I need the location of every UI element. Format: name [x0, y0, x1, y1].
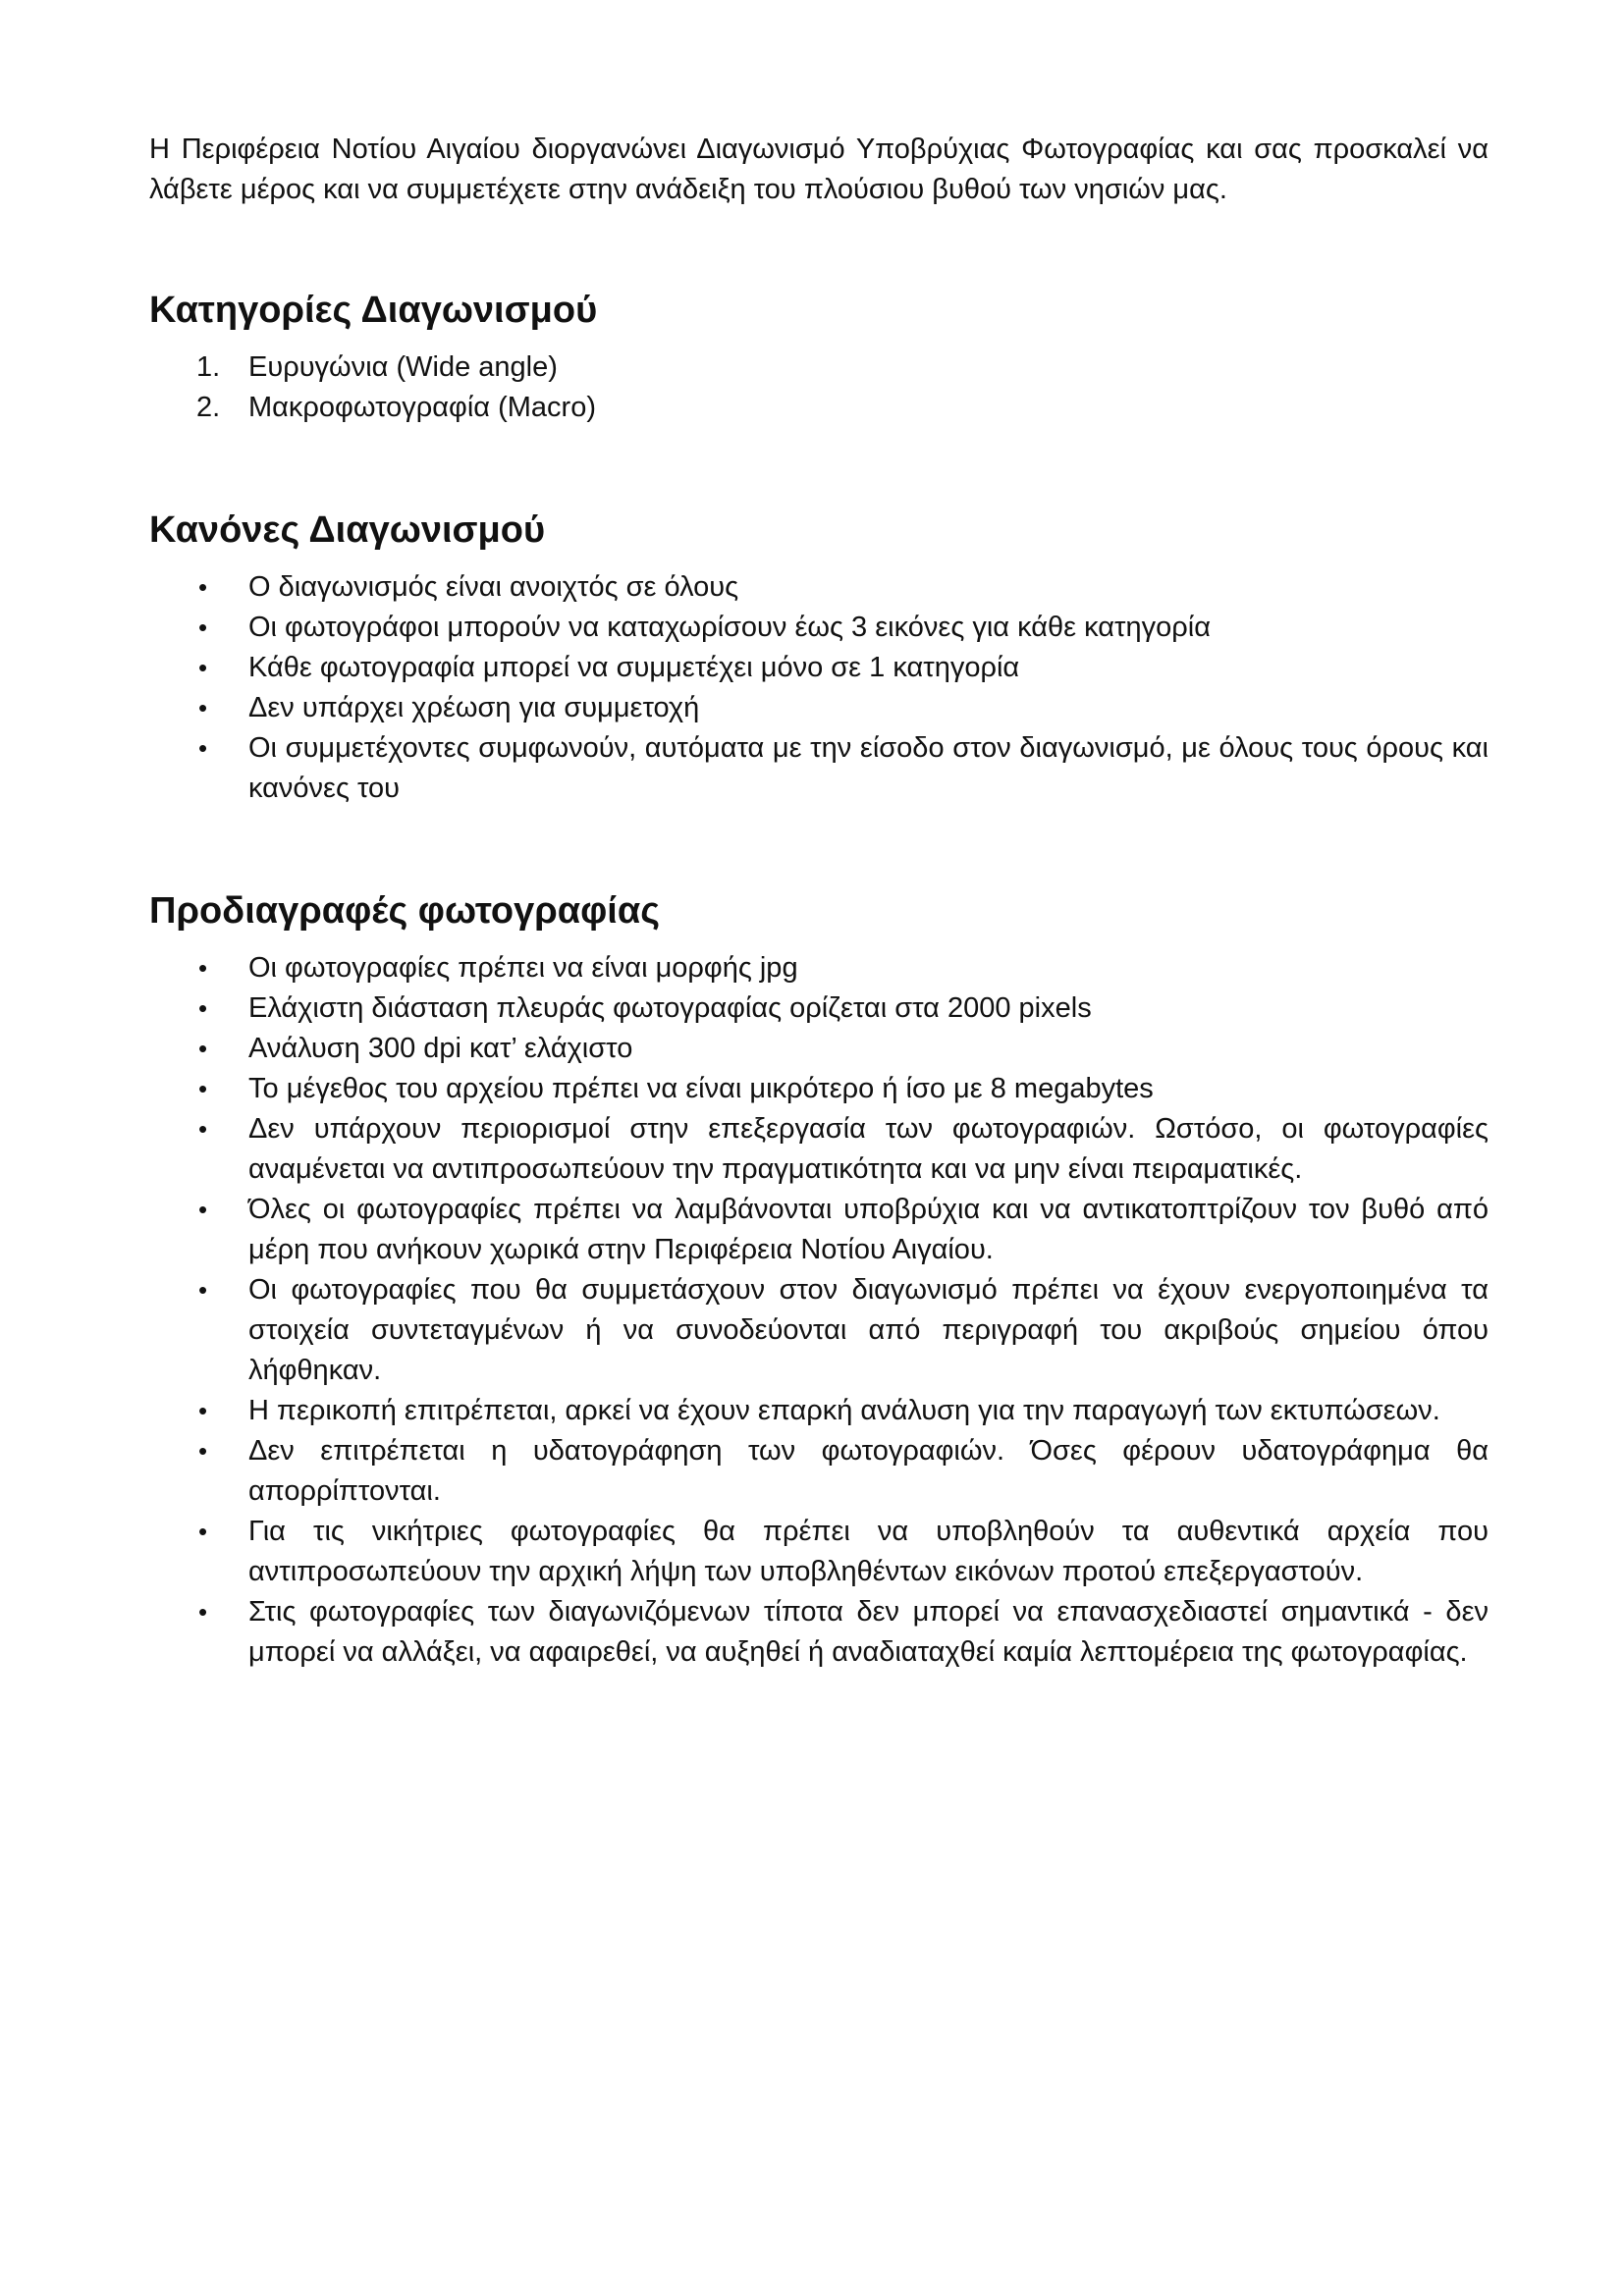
- list-item: [149, 948, 1489, 988]
- list-number: 1.: [196, 351, 221, 383]
- list-item: [149, 1069, 1489, 1109]
- list-item-text: Το μέγεθος του αρχείου πρέπει να είναι μικρότερο ή ίσο με 8 megabytes: [248, 1073, 1154, 1104]
- bullet-icon: •: [198, 953, 208, 983]
- list-item-text: Οι συμμετέχοντες συμφωνούν, αυτόματα με την είσοδο στον διαγωνισμό, με όλους τους όρους και κανόνες του: [248, 732, 1489, 804]
- bullet-icon: •: [198, 1114, 208, 1144]
- list-item-text: Για τις νικήτριες φωτογραφίες θα πρέπει να υποβληθούν τα αυθεντικά αρχεία που αντιπροσωπεύουν την αρχική λήψη των υποβληθέντων εικόνων προτού επεξεργαστούν.: [248, 1516, 1489, 1587]
- bullet-icon: •: [198, 653, 208, 682]
- list-item: [149, 728, 1489, 809]
- rules-heading: Κανόνες Διαγωνισμού: [149, 509, 546, 551]
- list-item-text: Δεν επιτρέπεται η υδατογράφηση των φωτογραφιών. Όσες φέρουν υδατογράφημα θα απορρίπτονται.: [248, 1435, 1489, 1507]
- list-number: 2.: [196, 392, 221, 423]
- bullet-icon: •: [198, 1275, 208, 1305]
- bullet-icon: •: [198, 693, 208, 722]
- list-item-text: Δεν υπάρχει χρέωση για συμμετοχή: [248, 692, 700, 723]
- categories-heading: Κατηγορίες Διαγωνισμού: [149, 290, 598, 331]
- bullet-icon: •: [198, 572, 208, 602]
- rules-list: [149, 567, 1489, 809]
- bullet-icon: •: [198, 733, 208, 763]
- list-item: [149, 1190, 1489, 1270]
- intro-paragraph: Η Περιφέρεια Νοτίου Αιγαίου διοργανώνει Διαγωνισμό Υποβρύχιας Φωτογραφίας και σας προσκαλεί να λάβετε μέρος και να συμμετέχετε στην ανάδειξη του πλούσιου βυθού των νησιών μας.: [149, 133, 1489, 205]
- bullet-icon: •: [198, 613, 208, 642]
- list-item-text: Οι φωτογράφοι μπορούν να καταχωρίσουν έως 3 εικόνες για κάθε κατηγορία: [248, 612, 1211, 643]
- list-item: [149, 1592, 1489, 1673]
- bullet-icon: •: [198, 1436, 208, 1466]
- bullet-icon: •: [198, 1195, 208, 1224]
- list-item-text: Οι φωτογραφίες που θα συμμετάσχουν στον διαγωνισμό πρέπει να έχουν ενεργοποιημένα τα στοιχεία συντεταγμένων ή να συνοδεύονται από περιγραφή του ακριβούς σημείου όπου λήφθηκαν.: [248, 1274, 1489, 1386]
- list-item: [149, 1391, 1489, 1431]
- list-item: [149, 1431, 1489, 1512]
- bullet-icon: •: [198, 1597, 208, 1627]
- bullet-icon: •: [198, 1517, 208, 1546]
- list-item: [149, 1270, 1489, 1391]
- document-page: [149, 130, 1489, 1673]
- categories-list: [149, 347, 1489, 428]
- list-item-text: Ελάχιστη διάσταση πλευράς φωτογραφίας ορίζεται στα 2000 pixels: [248, 992, 1092, 1024]
- list-item: [149, 648, 1489, 688]
- bullet-icon: •: [198, 1396, 208, 1425]
- list-item-text: Ανάλυση 300 dpi κατ’ ελάχιστο: [248, 1033, 633, 1064]
- list-item: [149, 688, 1489, 728]
- list-item: [149, 988, 1489, 1029]
- list-item-text: Δεν υπάρχουν περιορισμοί στην επεξεργασία των φωτογραφιών. Ωστόσο, οι φωτογραφίες αναμένεται να αντιπροσωπεύουν την πραγματικότητα και να μην είναι πειραματικές.: [248, 1113, 1489, 1185]
- list-item: [149, 388, 1489, 428]
- list-item-text: Ευρυγώνια (Wide angle): [248, 351, 558, 383]
- list-item: [149, 1512, 1489, 1592]
- bullet-icon: •: [198, 1074, 208, 1103]
- bullet-icon: •: [198, 1034, 208, 1063]
- list-item: [149, 1109, 1489, 1190]
- list-item-text: Ο διαγωνισμός είναι ανοιχτός σε όλους: [248, 571, 739, 603]
- list-item: [149, 567, 1489, 608]
- list-item-text: Η περικοπή επιτρέπεται, αρκεί να έχουν επαρκή ανάλυση για την παραγωγή των εκτυπώσεων.: [248, 1395, 1440, 1426]
- specs-heading: Προδιαγραφές φωτογραφίας: [149, 890, 660, 932]
- bullet-icon: •: [198, 993, 208, 1023]
- specs-list: [149, 948, 1489, 1673]
- list-item-text: Στις φωτογραφίες των διαγωνιζόμενων τίποτα δεν μπορεί να επανασχεδιαστεί σημαντικά - δεν μπορεί να αλλάξει, να αφαιρεθεί, να αυξηθεί ή αναδιαταχθεί καμία λεπτομέρεια της φωτογραφίας.: [248, 1596, 1489, 1668]
- list-item: [149, 1029, 1489, 1069]
- list-item-text: Κάθε φωτογραφία μπορεί να συμμετέχει μόνο σε 1 κατηγορία: [248, 652, 1020, 683]
- list-item-text: Όλες οι φωτογραφίες πρέπει να λαμβάνονται υποβρύχια και να αντικατοπτρίζουν τον βυθό από μέρη που ανήκουν χωρικά στην Περιφέρεια Νοτίου Αιγαίου.: [248, 1194, 1489, 1265]
- list-item-text: Οι φωτογραφίες πρέπει να είναι μορφής jpg: [248, 952, 798, 984]
- list-item: [149, 608, 1489, 648]
- list-item-text: Μακροφωτογραφία (Macro): [248, 392, 596, 423]
- list-item: [149, 347, 1489, 388]
